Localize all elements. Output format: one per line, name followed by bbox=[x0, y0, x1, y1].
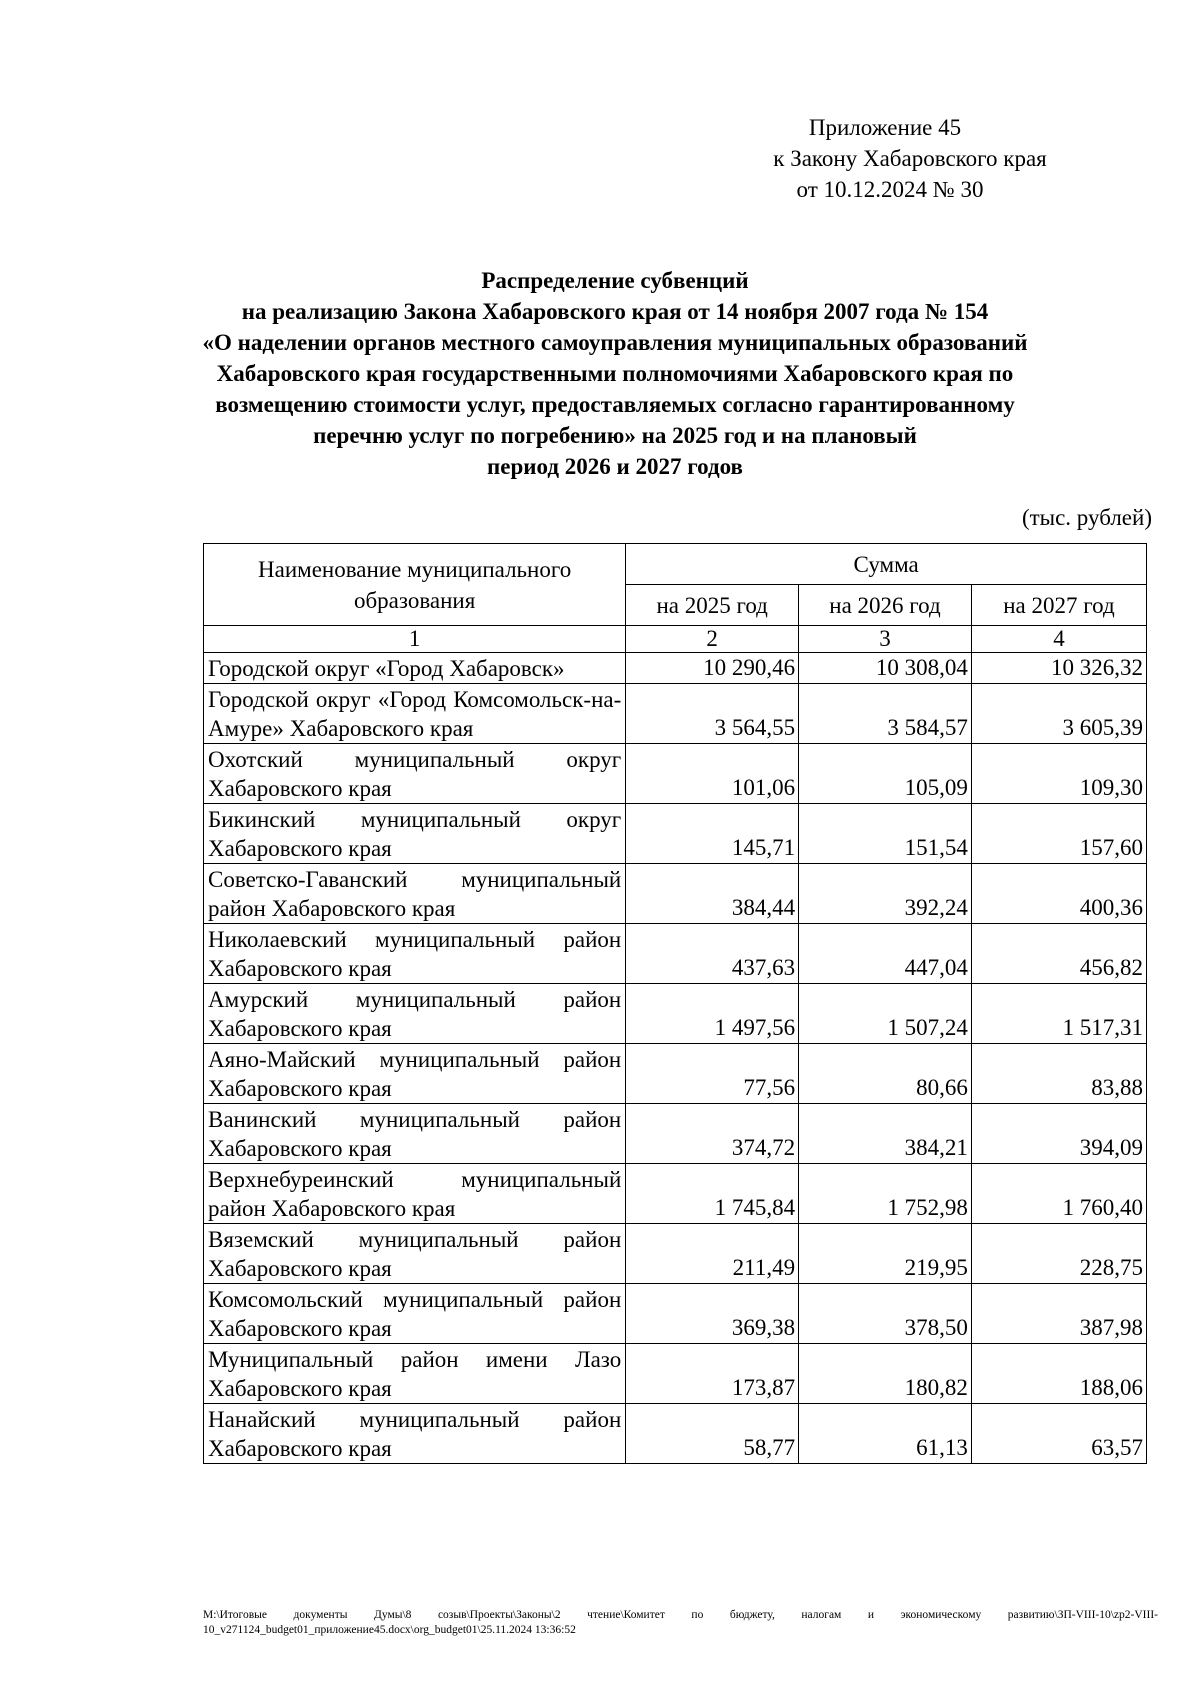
amount-2026: 1 507,24 bbox=[799, 984, 972, 1044]
title-line: период 2026 и 2027 годов bbox=[487, 454, 743, 479]
amount-2025: 145,71 bbox=[626, 804, 799, 864]
units-label: (тыс. рублей) bbox=[1021, 505, 1152, 530]
title-line: на реализацию Закона Хабаровского края от 14 ноября 2007 года № 154 bbox=[241, 299, 989, 324]
table-row bbox=[204, 653, 1147, 684]
amount-2027: 10 326,32 bbox=[971, 653, 1146, 684]
amount-2027: 109,30 bbox=[971, 744, 1146, 804]
amount-2027: 456,82 bbox=[971, 924, 1146, 984]
table-row bbox=[204, 1284, 1147, 1344]
annex-block bbox=[700, 112, 1120, 205]
municipality-name: Верхнебуреинский муниципальный район Хабаровского края bbox=[204, 1164, 626, 1224]
municipality-name: Николаевский муниципальный район Хабаровского края bbox=[204, 924, 626, 984]
amount-2026: 384,21 bbox=[799, 1104, 972, 1164]
title-line: перечню услуг по погребению» на 2025 год и на плановый bbox=[313, 423, 917, 448]
amount-2025: 3 564,55 bbox=[626, 684, 799, 744]
document-title bbox=[150, 265, 1080, 482]
title-line: «О наделении органов местного самоуправления муниципальных образований bbox=[202, 330, 1028, 355]
municipality-name: Городской округ «Город Хабаровск» bbox=[204, 653, 626, 684]
amount-2026: 180,82 bbox=[799, 1344, 972, 1404]
amount-2026: 219,95 bbox=[799, 1224, 972, 1284]
amount-2025: 374,72 bbox=[626, 1104, 799, 1164]
header-sum: Сумма bbox=[626, 544, 1147, 585]
header-year-2026: на 2026 год bbox=[799, 585, 972, 626]
amount-2025: 10 290,46 bbox=[626, 653, 799, 684]
amount-2027: 228,75 bbox=[971, 1224, 1146, 1284]
amount-2027: 1 517,31 bbox=[971, 984, 1146, 1044]
column-number: 2 bbox=[626, 626, 799, 653]
municipality-name: Охотский муниципальный округ Хабаровского края bbox=[204, 744, 626, 804]
title-line: возмещению стоимости услуг, предоставляемых согласно гарантированному bbox=[215, 392, 1015, 417]
amount-2026: 61,13 bbox=[799, 1404, 972, 1464]
table-row bbox=[204, 804, 1147, 864]
amount-2026: 151,54 bbox=[799, 804, 972, 864]
municipality-name: Вяземский муниципальный район Хабаровского края bbox=[204, 1224, 626, 1284]
table-header-row bbox=[204, 544, 1147, 585]
municipality-name: Городской округ «Город Комсомольск-на-Амуре» Хабаровского края bbox=[204, 684, 626, 744]
table-row bbox=[204, 684, 1147, 744]
amount-2025: 437,63 bbox=[626, 924, 799, 984]
amount-2027: 63,57 bbox=[971, 1404, 1146, 1464]
amount-2026: 10 308,04 bbox=[799, 653, 972, 684]
table-row bbox=[204, 864, 1147, 924]
municipality-name: Амурский муниципальный район Хабаровского края bbox=[204, 984, 626, 1044]
amount-2025: 1 745,84 bbox=[626, 1164, 799, 1224]
table-row bbox=[204, 1224, 1147, 1284]
table-row bbox=[204, 1104, 1147, 1164]
table-row bbox=[204, 1404, 1147, 1464]
amount-2026: 447,04 bbox=[799, 924, 972, 984]
annex-date: от 10.12.2024 № 30 bbox=[796, 177, 984, 202]
title-line: Хабаровского края государственными полномочиями Хабаровского края по bbox=[216, 361, 1014, 386]
amount-2027: 400,36 bbox=[971, 864, 1146, 924]
amount-2026: 378,50 bbox=[799, 1284, 972, 1344]
amount-2027: 1 760,40 bbox=[971, 1164, 1146, 1224]
amount-2027: 188,06 bbox=[971, 1344, 1146, 1404]
amount-2026: 80,66 bbox=[799, 1044, 972, 1104]
amount-2027: 157,60 bbox=[971, 804, 1146, 864]
amount-2025: 211,49 bbox=[626, 1224, 799, 1284]
municipality-name: Нанайский муниципальный район Хабаровского края bbox=[204, 1404, 626, 1464]
amount-2025: 58,77 bbox=[626, 1404, 799, 1464]
amount-2026: 3 584,57 bbox=[799, 684, 972, 744]
annex-number: Приложение 45 bbox=[808, 115, 962, 140]
amount-2027: 83,88 bbox=[971, 1044, 1146, 1104]
column-number: 4 bbox=[971, 626, 1146, 653]
column-number-row bbox=[204, 626, 1147, 653]
amount-2025: 369,38 bbox=[626, 1284, 799, 1344]
municipality-name: Советско-Гаванский муниципальный район Хабаровского края bbox=[204, 864, 626, 924]
table-row bbox=[204, 744, 1147, 804]
column-number: 1 bbox=[204, 626, 626, 653]
table-row bbox=[204, 1344, 1147, 1404]
municipality-name: Муниципальный район имени Лазо Хабаровского края bbox=[204, 1344, 626, 1404]
amount-2025: 101,06 bbox=[626, 744, 799, 804]
amount-2027: 394,09 bbox=[971, 1104, 1146, 1164]
annex-law-reference: к Закону Хабаровского края bbox=[773, 146, 1047, 171]
municipality-name: Ванинский муниципальный район Хабаровского края bbox=[204, 1104, 626, 1164]
table-row bbox=[204, 984, 1147, 1044]
table-row bbox=[204, 924, 1147, 984]
table-row bbox=[204, 1164, 1147, 1224]
amount-2026: 392,24 bbox=[799, 864, 972, 924]
subvention-table bbox=[203, 543, 1147, 1464]
amount-2025: 173,87 bbox=[626, 1344, 799, 1404]
amount-2026: 105,09 bbox=[799, 744, 972, 804]
header-year-2025: на 2025 год bbox=[626, 585, 799, 626]
amount-2025: 77,56 bbox=[626, 1044, 799, 1104]
column-number: 3 bbox=[799, 626, 972, 653]
amount-2025: 1 497,56 bbox=[626, 984, 799, 1044]
header-name: Наименование муниципального образования bbox=[204, 544, 626, 626]
municipality-name: Бикинский муниципальный округ Хабаровского края bbox=[204, 804, 626, 864]
amount-2027: 3 605,39 bbox=[971, 684, 1146, 744]
municipality-name: Аяно-Майский муниципальный район Хабаровского края bbox=[204, 1044, 626, 1104]
amount-2025: 384,44 bbox=[626, 864, 799, 924]
municipality-name: Комсомольский муниципальный район Хабаровского края bbox=[204, 1284, 626, 1344]
amount-2027: 387,98 bbox=[971, 1284, 1146, 1344]
title-line: Распределение субвенций bbox=[481, 268, 749, 293]
amount-2026: 1 752,98 bbox=[799, 1164, 972, 1224]
header-year-2027: на 2027 год bbox=[971, 585, 1146, 626]
table-row bbox=[204, 1044, 1147, 1104]
table-body bbox=[204, 653, 1147, 1464]
file-path-footer: M:\Итоговые документы Думы\8 созыв\Проекты\Законы\2 чтение\Комитет по бюджету, налогам и экономическому развитию\ЗП-VIII-10\zp2-VIII-10_v271124_budget01_приложение45.docx\org_budget01\25.11.2024 13:36:52 bbox=[203, 1609, 1158, 1636]
